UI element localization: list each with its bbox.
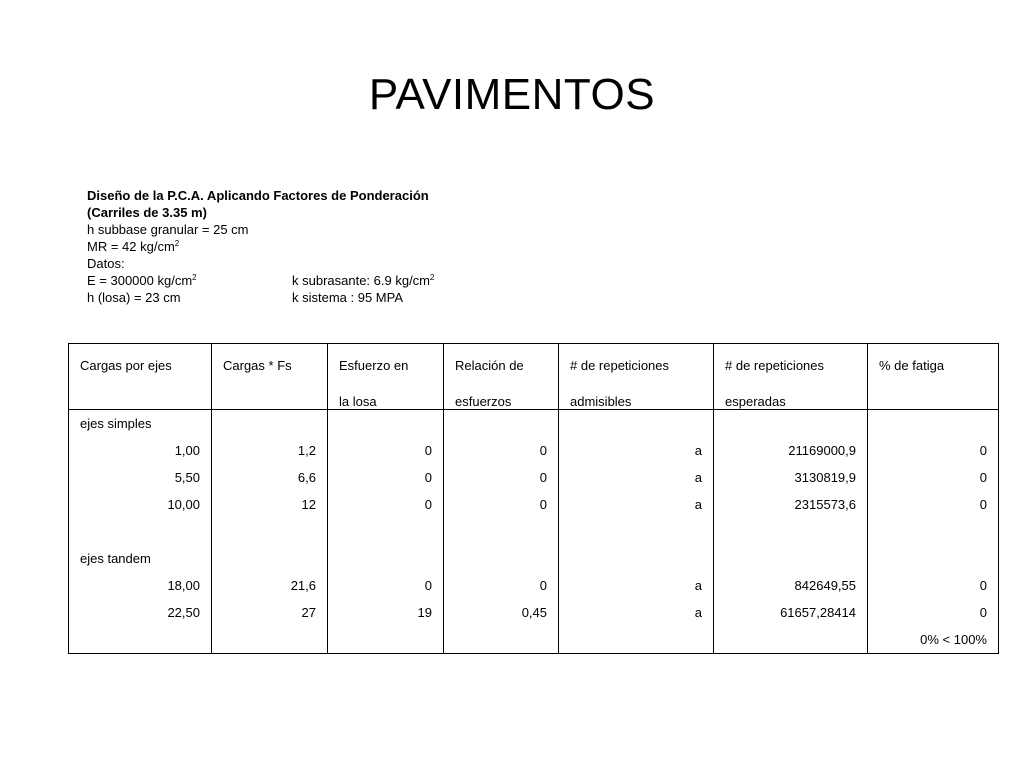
table-cell: a [559, 572, 714, 599]
table-cell: 2315573,6 [714, 491, 868, 518]
h-k-row [87, 289, 434, 306]
table-cell: 842649,55 [714, 572, 868, 599]
table-cell: 0 [868, 437, 999, 464]
table-cell: 1,2 [212, 437, 328, 464]
table-cell [714, 545, 868, 572]
table-cell [69, 518, 212, 545]
table-cell [328, 518, 444, 545]
table-cell [559, 518, 714, 545]
table-cell [212, 518, 328, 545]
table-cell [714, 410, 868, 438]
header-rep-admisibles-2: admisibles [570, 394, 632, 409]
table-cell: 0 [328, 464, 444, 491]
table-cell: a [559, 437, 714, 464]
header-row [69, 344, 999, 410]
k-subrasante [292, 273, 434, 288]
table-cell: 0 [328, 572, 444, 599]
total-row [69, 626, 999, 654]
mr-text: MR = 42 kg/cm [87, 239, 175, 254]
group-row [69, 410, 999, 438]
fatigue-total: 0% < 100% [868, 626, 999, 654]
table-cell: a [559, 491, 714, 518]
table-cell [714, 626, 868, 654]
table-cell: 0 [444, 464, 559, 491]
fatigue-table [68, 343, 999, 654]
table-cell: 0 [328, 437, 444, 464]
table-cell: 6,6 [212, 464, 328, 491]
e-text: E = 300000 kg/cm [87, 273, 193, 288]
table-cell [212, 545, 328, 572]
subbase-thickness: h subbase granular = 25 cm [87, 222, 249, 237]
h-losa: h (losa) = 23 cm [87, 290, 181, 305]
table-cell [69, 626, 212, 654]
header-cargas-fs: Cargas * Fs [223, 358, 292, 373]
table-cell [444, 410, 559, 438]
k-sistema: k sistema : 95 MPA [292, 290, 404, 305]
table-cell: 12 [212, 491, 328, 518]
header-rep-admisibles: # de repeticiones [570, 358, 670, 373]
table-cell: 3130819,9 [714, 464, 868, 491]
table-cell [444, 518, 559, 545]
table-row [69, 464, 999, 491]
mr-value [87, 238, 434, 255]
table-cell [328, 410, 444, 438]
spacer-row [69, 518, 999, 545]
table-cell: 0,45 [444, 599, 559, 626]
table-cell [868, 545, 999, 572]
table-cell [444, 626, 559, 654]
header-cargas-ejes: Cargas por ejes [80, 358, 172, 373]
header-esfuerzo-2: la losa [339, 394, 377, 409]
table-cell [559, 410, 714, 438]
table-cell: 19 [328, 599, 444, 626]
table-cell [868, 518, 999, 545]
table-cell: 21,6 [212, 572, 328, 599]
table-cell [868, 410, 999, 438]
table-cell: 0 [868, 464, 999, 491]
group-label-tandem: ejes tandem [69, 545, 212, 572]
table-cell [559, 545, 714, 572]
table-cell: 0 [868, 599, 999, 626]
table-cell: 18,00 [69, 572, 212, 599]
header-relacion-2: esfuerzos [455, 394, 512, 409]
header-rep-esperadas: # de repeticiones [725, 358, 825, 373]
table-row [69, 599, 999, 626]
header-cell [444, 344, 559, 410]
group-row [69, 545, 999, 572]
header-cell [212, 344, 328, 410]
header-cell [69, 344, 212, 410]
table-cell: 21169000,9 [714, 437, 868, 464]
table-cell: 0 [444, 437, 559, 464]
k-sub-exponent: 2 [430, 273, 435, 282]
table-cell: 0 [328, 491, 444, 518]
table-cell: 0 [868, 572, 999, 599]
page-title: PAVIMENTOS [368, 70, 656, 119]
header-relacion: Relación de [455, 358, 524, 373]
header-rep-esperadas-2: esperadas [725, 394, 786, 409]
table-cell: 5,50 [69, 464, 212, 491]
table-cell [714, 518, 868, 545]
table-cell [559, 626, 714, 654]
design-info [87, 187, 434, 306]
k-sub-text: k subrasante: 6.9 kg/cm [292, 273, 431, 288]
table-cell: 61657,28414 [714, 599, 868, 626]
table-cell [328, 545, 444, 572]
table-row [69, 572, 999, 599]
table-cell: 0 [444, 572, 559, 599]
table-cell [444, 545, 559, 572]
table-cell: 1,00 [69, 437, 212, 464]
header-cell [714, 344, 868, 410]
header-cell [868, 344, 999, 410]
header-cell [328, 344, 444, 410]
table-cell: 0 [868, 491, 999, 518]
e-value [87, 272, 292, 289]
e-k-row [87, 272, 434, 289]
table-cell: 10,00 [69, 491, 212, 518]
table-cell: 0 [444, 491, 559, 518]
table-cell: 27 [212, 599, 328, 626]
lane-width: (Carriles de 3.35 m) [87, 205, 207, 220]
table-cell: a [559, 464, 714, 491]
mr-exponent: 2 [174, 239, 180, 248]
table-row [69, 491, 999, 518]
table-cell [328, 626, 444, 654]
datos-label: Datos: [87, 256, 125, 271]
e-exponent: 2 [192, 273, 197, 282]
header-fatiga: % de fatiga [879, 358, 945, 373]
header-esfuerzo: Esfuerzo en [339, 358, 409, 373]
table-cell [212, 410, 328, 438]
table-cell: 22,50 [69, 599, 212, 626]
table-row [69, 437, 999, 464]
design-heading: Diseño de la P.C.A. Aplicando Factores de Ponderación [87, 188, 429, 203]
header-cell [559, 344, 714, 410]
table-cell: a [559, 599, 714, 626]
group-label-simple: ejes simples [69, 410, 212, 438]
table-cell [212, 626, 328, 654]
